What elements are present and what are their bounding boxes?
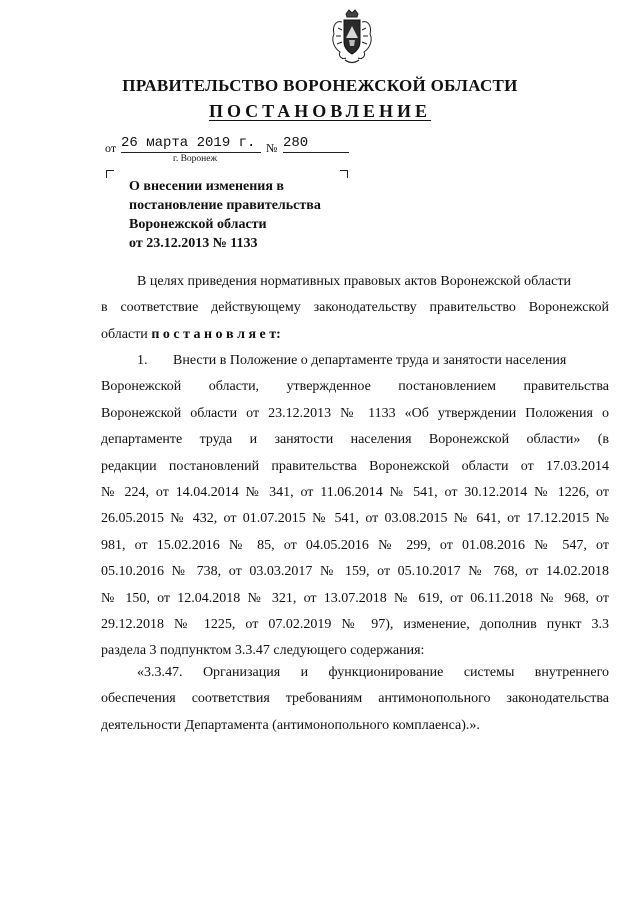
item-line: № 224, от 14.04.2014 № 341, от 11.06.2014 № 541, от 30.12.2014 № 1226, от bbox=[101, 485, 609, 501]
item-line: 26.05.2015 № 432, от 01.07.2015 № 541, от 03.08.2015 № 641, от 17.12.2015 № bbox=[101, 511, 609, 527]
date-label: от bbox=[105, 141, 117, 155]
subject-bracket-right bbox=[340, 170, 348, 178]
organization-title: ПРАВИТЕЛЬСТВО ВОРОНЕЖСКОЙ ОБЛАСТИ bbox=[122, 76, 518, 95]
item-line: 29.12.2018 № 1225, от 07.02.2019 № 97), изменение, дополнив пункт 3.3 bbox=[101, 617, 609, 633]
number-label: № bbox=[266, 141, 278, 155]
document-type-title: ПОСТАНОВЛЕНИЕ bbox=[208, 101, 432, 121]
item-line: редакции постановлений правительства Воронежской области от 17.03.2014 bbox=[101, 458, 609, 474]
preamble-paragraph bbox=[101, 269, 609, 348]
item-line: 981, от 15.02.2016 № 85, от 04.05.2016 № 299, от 01.08.2016 № 547, от bbox=[101, 537, 609, 553]
preamble-last-line bbox=[101, 322, 609, 348]
item-number: 1. bbox=[137, 353, 148, 368]
item-line: департаменте труда и занятости населения Воронежской области» (в bbox=[101, 432, 609, 448]
item-line: 05.10.2016 № 738, от 03.03.2017 № 159, от 05.10.2017 № 768, от 14.02.2018 bbox=[101, 564, 609, 580]
quote-paragraph bbox=[101, 660, 609, 739]
item-line: Воронежской области, утвержденное постановлением правительства bbox=[101, 379, 609, 395]
item-1-paragraph bbox=[101, 348, 609, 665]
subject-line: от 23.12.2013 № 1133 bbox=[129, 236, 258, 251]
document-date: 26 марта 2019 г. bbox=[121, 135, 261, 153]
subject-bracket-left bbox=[106, 170, 114, 178]
item-line: Воронежской области от 23.12.2013 № 1133 «Об утверждении Положения о bbox=[101, 405, 609, 421]
city-label: г. Воронеж bbox=[173, 154, 218, 164]
item-last-line: раздела 3 подпунктом 3.3.47 следующего содержания: bbox=[101, 643, 425, 659]
quote-line: «3.3.47. Организация и функционирование системы внутреннего bbox=[137, 665, 609, 680]
subject-line: Воронежской области bbox=[129, 217, 267, 232]
preamble-line: в соответствие действующему законодательству правительство Воронежской bbox=[101, 300, 609, 316]
subject-heading bbox=[129, 177, 321, 253]
preamble-prefix: области bbox=[101, 326, 148, 342]
coat-of-arms-icon bbox=[328, 8, 376, 68]
subject-line: постановление правительства bbox=[129, 198, 321, 213]
quote-last-line: деятельности Департамента (антимонопольного комплаенса).». bbox=[101, 717, 480, 733]
item-1-first-line: 1. Внести в Положение о департаменте труда и занятости населения bbox=[101, 348, 609, 374]
preamble-line: В целях приведения нормативных правовых актов Воронежской области bbox=[137, 274, 571, 289]
decree-word: п о с т а н о в л я е т: bbox=[151, 326, 281, 342]
subject-line: О внесении изменения в bbox=[129, 179, 284, 194]
item-line: № 150, от 12.04.2018 № 321, от 13.07.2018 № 619, от 06.11.2018 № 968, от bbox=[101, 590, 609, 606]
document-number: 280 bbox=[283, 135, 349, 153]
quote-line: обеспечения соответствия требованиям антимонопольного законодательства bbox=[101, 691, 609, 707]
